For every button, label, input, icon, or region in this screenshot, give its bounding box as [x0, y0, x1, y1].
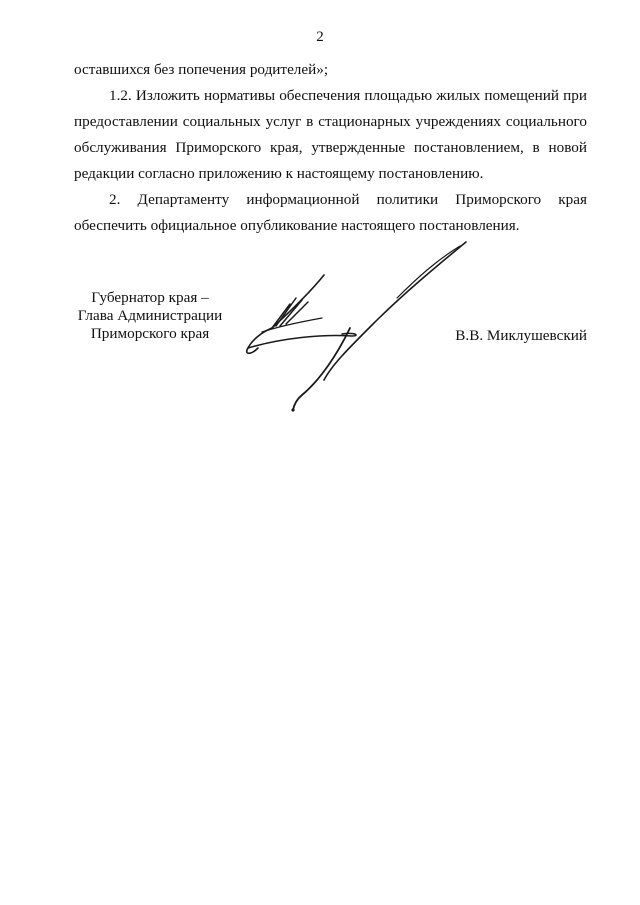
handwritten-signature — [232, 230, 492, 420]
signer-name: В.В. Миклушевский — [455, 327, 587, 344]
paragraph-item-1-2: 1.2. Изложить нормативы обеспечения площадью жилых помещений при предоставлении социальных услуг в стационарных учреждениях социального обслуживания Приморского края, утвержденные постановлением, в новой редакции согласно приложению к настоящему постановлению. — [74, 87, 587, 182]
page-number: 2 — [316, 29, 324, 45]
paragraph-continuation: оставшихся без попечения родителей»; — [74, 61, 329, 78]
signatory-title-line: Глава Администрации — [77, 307, 223, 324]
signatory-title-line: Приморского края — [90, 325, 210, 342]
signatory-title — [60, 289, 240, 343]
signatory-title-line: Губернатор края – — [91, 289, 209, 306]
paragraph-item-2: 2. Департаменту информационной политики Приморского края обеспечить официальное опубликование настоящего постановления. — [74, 191, 587, 234]
document-body — [74, 57, 587, 239]
